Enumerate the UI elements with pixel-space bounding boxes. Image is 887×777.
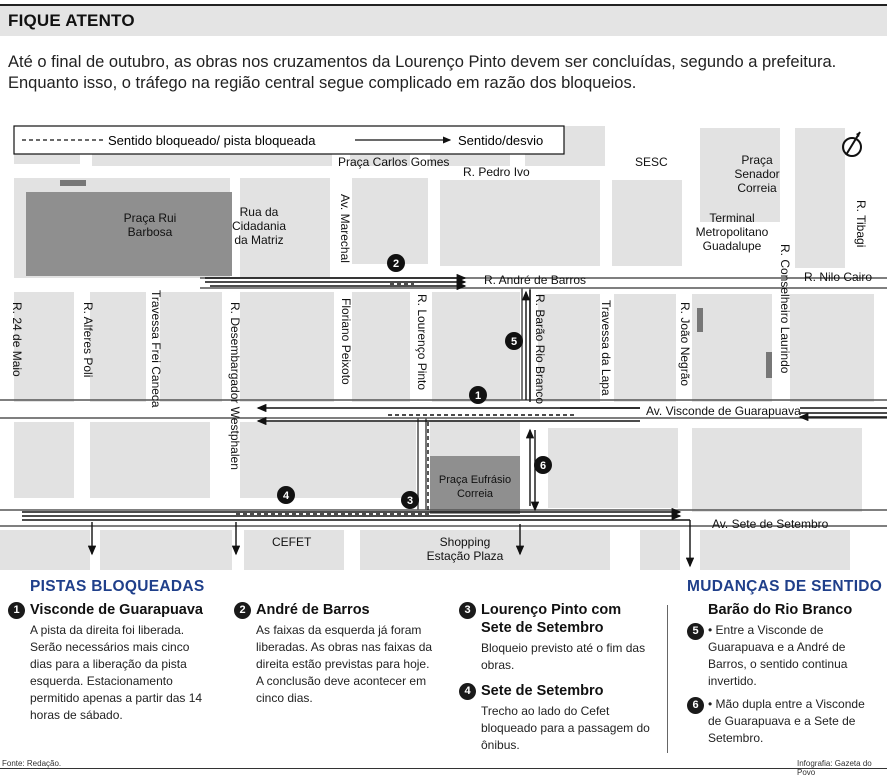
svg-text:Correia: Correia	[456, 488, 494, 500]
label-frei-caneca: Travessa Frei Caneca	[149, 290, 163, 408]
label-sesc: SESC	[635, 155, 668, 169]
svg-text:4: 4	[282, 490, 290, 502]
mudancas-subtitle: Barão do Rio Branco	[708, 602, 853, 618]
bottom-rule	[0, 768, 887, 769]
svg-text:da Matriz: da Matriz	[234, 233, 284, 247]
source-note: Fonte: Redação.	[2, 759, 62, 768]
svg-text:2: 2	[392, 258, 400, 270]
label-visconde: Av. Visconde de Guarapuava	[646, 404, 801, 418]
marker-2	[387, 254, 405, 272]
pista-item-1: 1 Visconde de Guarapuava A pista da direita foi liberada. Serão necessários mais cinco dias para a liberação da pista esquerda. Estacionamento permitido apenas a partir das 14 horas de sábado.	[8, 601, 213, 724]
label-praca-rui-barbosa: Praça Rui	[123, 211, 177, 225]
header-title: FIQUE ATENTO	[8, 11, 135, 30]
svg-text:Senador: Senador	[734, 167, 780, 181]
legend-blocked-label: Sentido bloqueado/ pista bloqueada	[108, 133, 316, 148]
svg-text:3: 3	[406, 495, 414, 507]
label-andre-de-barros: R. André de Barros	[484, 273, 587, 287]
section-divider	[667, 605, 668, 753]
label-cefet: CEFET	[272, 535, 312, 549]
marker-6	[534, 456, 552, 474]
label-av-marechal: Av. Marechal	[338, 194, 352, 263]
pista-item-3: 3 Lourenço Pinto com Sete de Setembro Bloqueio previsto até o fim das obras.	[459, 601, 654, 674]
svg-text:Barbosa: Barbosa	[127, 225, 173, 239]
mudanca-item-6: 6 • Mão dupla entre a Visconde de Guarapuava e a Sete de Setembro.	[687, 696, 867, 747]
label-24-de-maio: R. 24 de Maio	[10, 302, 24, 377]
mudancas-heading: MUDANÇAS DE SENTIDO	[687, 578, 883, 595]
header-bar	[0, 4, 887, 36]
label-nilo-cairo: R. Nilo Cairo	[804, 270, 873, 284]
label-lourenco-pinto: R. Lourenço Pinto	[415, 294, 429, 391]
legend-direction-label: Sentido/desvio	[458, 133, 544, 148]
label-joao-negrao: R. João Negrão	[678, 302, 692, 387]
svg-text:Guadalupe: Guadalupe	[702, 239, 762, 253]
label-pedro-ivo: R. Pedro Ivo	[463, 165, 530, 179]
marker-3	[401, 491, 419, 509]
svg-text:1: 1	[474, 390, 482, 402]
label-alferes-poli: R. Alferes Poli	[81, 302, 95, 378]
label-tibagi: R. Tibagi	[854, 200, 868, 248]
intro-text: Até o final de outubro, as obras nos cruzamentos da Lourenço Pinto devem ser concluídas, segundo a prefeitura. Enquanto isso, o tráfego na região central segue complicado em razão dos bloqueios.	[8, 53, 837, 92]
label-sete-de-setembro: Av. Sete de Setembro	[712, 517, 829, 531]
svg-text:Correia: Correia	[737, 181, 777, 195]
label-praca-eufrasio: Praça Eufrásio	[438, 474, 512, 486]
svg-text:Cidadania: Cidadania	[231, 219, 287, 233]
label-travessa-da-lapa: Travessa da Lapa	[599, 300, 613, 396]
street-map	[0, 118, 887, 570]
label-praca-carlos-gomes: Praça Carlos Gomes	[338, 155, 450, 169]
marker-4	[277, 486, 295, 504]
label-rua-cidadania: Rua da	[239, 205, 279, 219]
svg-text:5: 5	[510, 336, 518, 348]
svg-text:Estação Plaza: Estação Plaza	[426, 549, 504, 563]
label-praca-senador: Praça	[741, 153, 773, 167]
label-conselheiro-laurindo: R. Conselheiro Laurindo	[778, 244, 792, 374]
pista-item-2: 2 André de Barros As faixas da esquerda já foram liberadas. As obras nas faixas da direita estão previstas para hoje. A conclusão deve acontecer em cinco dias.	[234, 601, 434, 707]
pistas-heading: PISTAS BLOQUEADAS	[30, 578, 205, 595]
label-westphalen: R. Desembargador Westphalen	[228, 302, 242, 470]
svg-text:6: 6	[539, 460, 547, 472]
marker-1	[469, 386, 487, 404]
mudanca-item-5: 5 • Entre a Visconde de Guarapuava e a André de Barros, o sentido continua invertido.	[687, 622, 867, 690]
label-shopping: Shopping	[439, 535, 491, 549]
label-floriano-peixoto: Floriano Peixoto	[339, 298, 353, 385]
svg-text:Metropolitano: Metropolitano	[695, 225, 769, 239]
credit-note: Infografia: Gazeta do Povo	[797, 759, 872, 777]
label-barao-rio-branco: R. Barão Rio Branco	[533, 294, 547, 405]
label-terminal: Terminal	[709, 211, 755, 225]
marker-5	[505, 332, 523, 350]
pista-item-4: 4 Sete de Setembro Trecho ao lado do Cefet bloqueado para a passagem do ônibus.	[459, 682, 654, 754]
